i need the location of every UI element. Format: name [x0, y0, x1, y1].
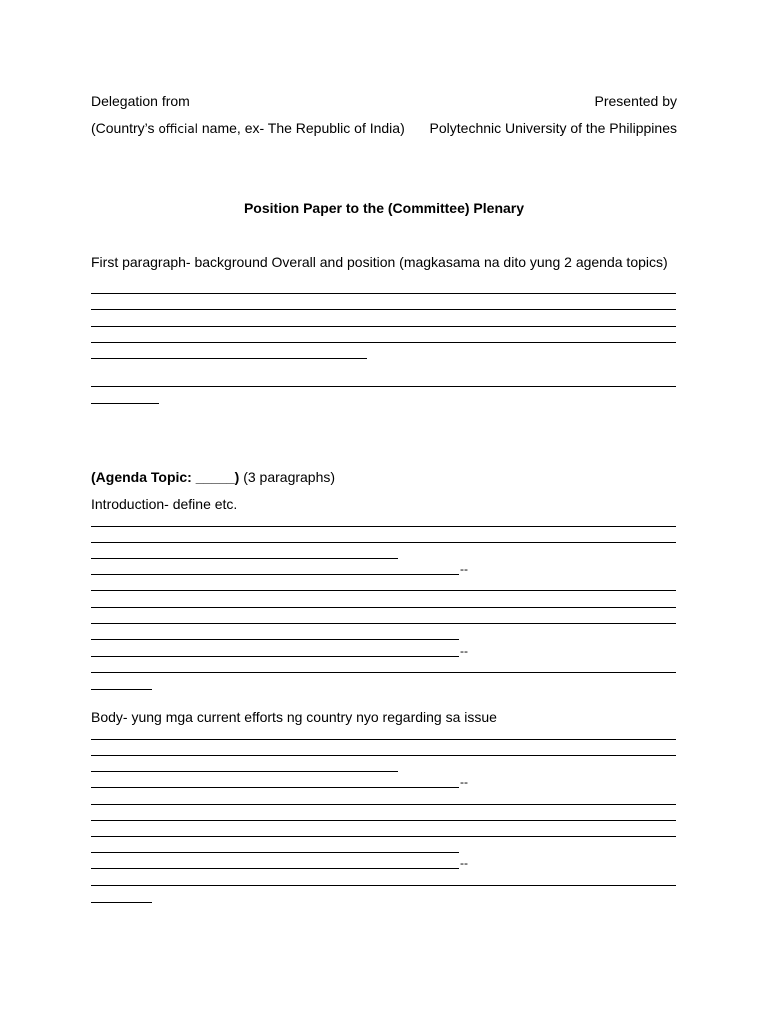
- introduction-label: Introduction- define etc.: [91, 496, 238, 512]
- agenda-topic-note: (3 paragraphs): [239, 469, 336, 485]
- agenda-topic-label: (Agenda Topic: _____): [91, 469, 240, 485]
- blank-line: [91, 293, 676, 294]
- separator-dash: --: [460, 562, 468, 576]
- blank-line: [91, 852, 459, 853]
- separator-dash: --: [460, 644, 468, 658]
- blank-line: [91, 672, 676, 673]
- presented-by-label: Presented by: [594, 93, 677, 109]
- blank-line: [91, 607, 676, 608]
- country-name-hint: [91, 120, 405, 137]
- blank-line: [91, 771, 398, 772]
- blank-line: [91, 656, 459, 657]
- country-official: official: [158, 122, 198, 136]
- blank-line: [91, 902, 152, 903]
- blank-line: [91, 689, 152, 690]
- blank-line: [91, 868, 459, 869]
- blank-line: [91, 885, 676, 886]
- separator-dash: --: [460, 775, 468, 789]
- blank-line: [91, 804, 676, 805]
- blank-line: [91, 403, 159, 404]
- delegation-label: Delegation from: [91, 93, 190, 109]
- country-prefix: (Country’s: [91, 120, 155, 136]
- blank-line: [91, 739, 676, 740]
- separator-dash: --: [460, 856, 468, 870]
- page-title: Position Paper to the (Committee) Plenary: [243, 200, 525, 216]
- blank-line: [91, 623, 676, 624]
- country-rest: name, ex- The Republic of India): [201, 120, 405, 136]
- blank-line: [91, 526, 676, 527]
- blank-line: [91, 326, 676, 327]
- blank-line: [91, 820, 676, 821]
- blank-line: [91, 787, 459, 788]
- body-label: Body- yung mga current efforts ng country nyo regarding sa issue: [91, 709, 497, 725]
- presenter-name: Polytechnic University of the Philippines: [429, 120, 677, 136]
- blank-line: [91, 342, 676, 343]
- blank-line: [91, 574, 459, 575]
- blank-line: [91, 836, 676, 837]
- blank-line: [91, 639, 459, 640]
- blank-line: [91, 755, 676, 756]
- blank-line: [91, 542, 676, 543]
- blank-line: [91, 386, 676, 387]
- blank-line: [91, 590, 676, 591]
- blank-line: [91, 558, 398, 559]
- agenda-topic-heading: [91, 469, 335, 485]
- blank-line: [91, 358, 367, 359]
- first-paragraph-label: First paragraph- background Overall and position (magkasama na dito yung 2 agenda topics): [91, 254, 668, 270]
- blank-line: [91, 309, 676, 310]
